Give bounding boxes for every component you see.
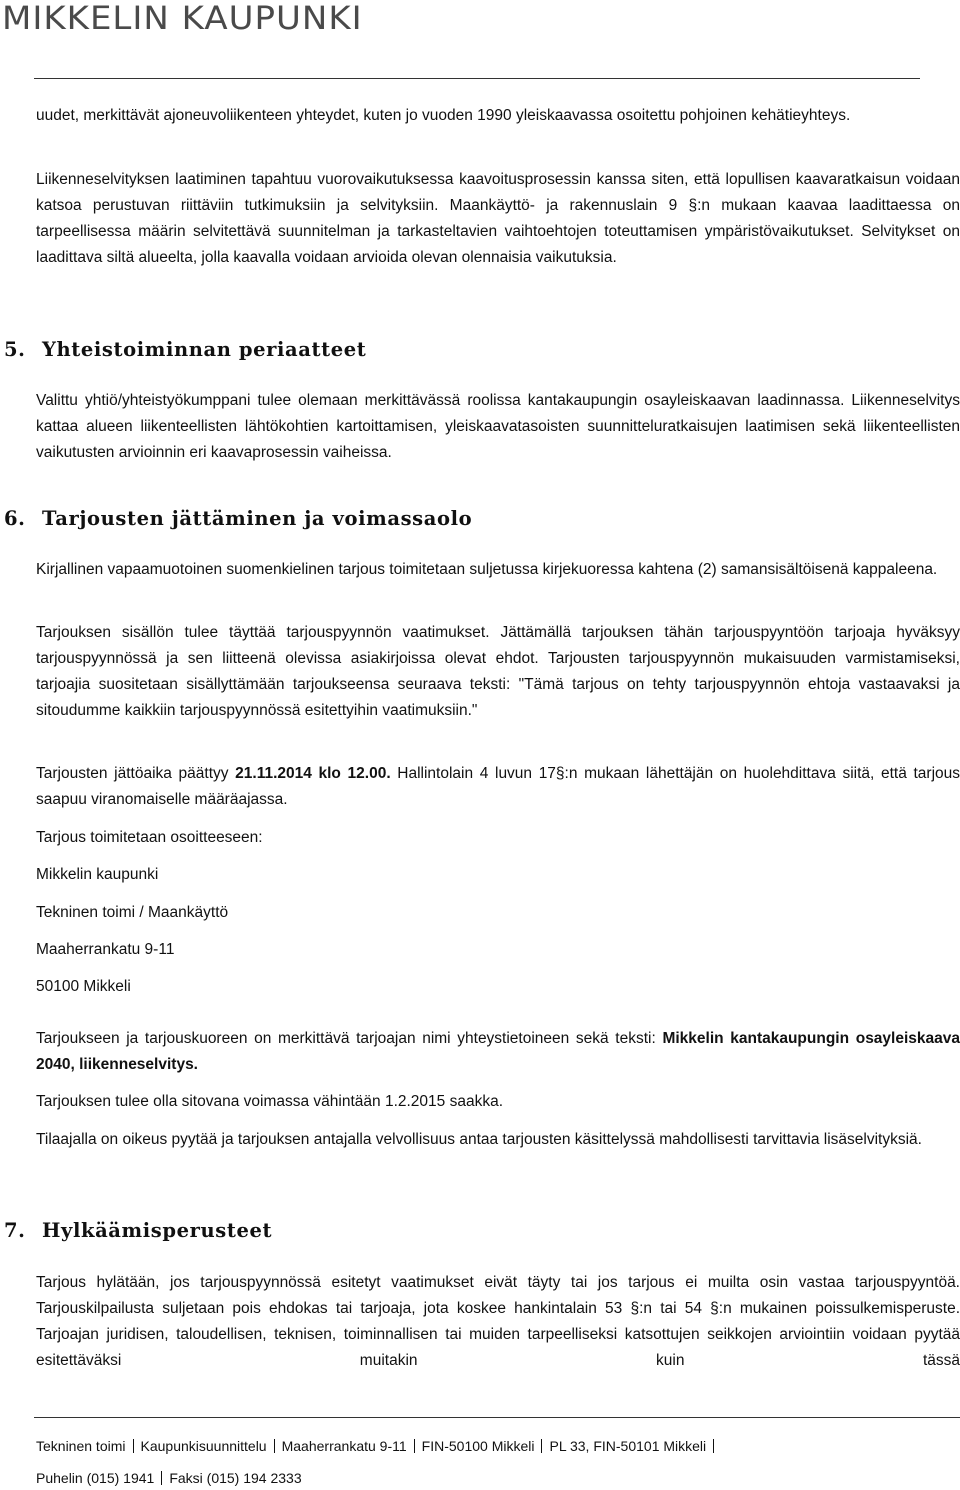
section-title: Hylkäämisperusteet xyxy=(42,1219,273,1242)
footer-street: Maaherrankatu 9-11 xyxy=(281,1438,407,1454)
paragraph-address-intro: Tarjous toimitetaan osoitteeseen: xyxy=(36,829,263,846)
address-line-3: Maaherrankatu 9-11 xyxy=(36,941,175,958)
footer-fax: Faksi (015) 194 2333 xyxy=(169,1470,302,1486)
paragraph-validity: Tarjouksen tulee olla sitovana voimassa vähintään 1.2.2015 saakka. xyxy=(36,1093,504,1110)
footer-line-2 xyxy=(36,1470,302,1486)
marking-required-text: Mikkelin kantakaupungin osayleiskaava 2040, liikenneselvitys. xyxy=(36,1030,960,1073)
footer-separator xyxy=(274,1439,275,1453)
section-6-heading xyxy=(4,507,472,530)
paragraph-additional-info: Tilaajalla on oikeus pyytää ja tarjouksen antajalla velvollisuus antaa tarjousten käsittelyssä mahdollisesti tarvittavia lisäselvityksiä. xyxy=(36,1131,922,1148)
paragraph-cooperation: Valittu yhtiö/yhteistyökumppani tulee olemaan merkittävässä roolissa kantakaupungin osayleiskaavan laadinnassa. Liikenneselvitys kattaa alueen liikenteellisten lähtökohtien kartoittamisen, yleiskaavatasoisten suunnitteluratkaisujen laatimisen sekä liikenteellisten vaikutusten arvioinnin eri kaavaprosessin vaiheissa. xyxy=(36,392,960,461)
address-line-4: 50100 Mikkeli xyxy=(36,978,131,995)
footer-separator xyxy=(541,1439,542,1453)
section-5-heading xyxy=(4,338,366,361)
footer-line-1 xyxy=(36,1438,721,1454)
section-number: 7. xyxy=(4,1219,26,1242)
section-7-heading xyxy=(4,1219,272,1242)
footer-divider xyxy=(34,1417,960,1418)
footer-phone: Puhelin (015) 1941 xyxy=(36,1470,155,1486)
footer-separator xyxy=(161,1471,162,1485)
footer-unit: Kaupunkisuunnittelu xyxy=(140,1438,267,1454)
paragraph-rejection: Tarjous hylätään, jos tarjouspyynnössä esitetyt vaatimukset eivät täyty tai jos tarjous ei muilta osin vastaa tarjouspyyntöä. Tarjouskilpailusta suljetaan pois ehdokas tai tarjoaja, jota koskee hankintalain 53 §:n tai 54 §:n mukainen poissulkemisperuste. Tarjoajan juridisen, taloudellisen, teknisen, toiminnallisen tai muiden tarpeelliseksi katsottujen seikkojen arviointiin voidaan pyytää esitettäväksi muitakin kuin tässä xyxy=(36,1274,960,1369)
section-number: 5. xyxy=(4,338,26,361)
footer-separator xyxy=(414,1439,415,1453)
section-number: 6. xyxy=(4,507,26,530)
paragraph-written-offer: Kirjallinen vapaamuotoinen suomenkielinen tarjous toimitetaan suljetussa kirjekuoressa kahtena (2) samansisältöisenä kappaleena. xyxy=(36,561,938,578)
address-line-1: Mikkelin kaupunki xyxy=(36,866,159,883)
mikkeli-logo: MIKKELIN KAUPUNKI xyxy=(2,0,363,38)
marking-text: Tarjoukseen ja tarjouskuoreen on merkittävä tarjoajan nimi yhteystietoineen sekä teksti: xyxy=(36,1030,663,1047)
paragraph-continuation: uudet, merkittävät ajoneuvoliikenteen yhteydet, kuten jo vuoden 1990 yleiskaavassa osoitettu pohjoinen kehätieyhteys. xyxy=(36,107,851,124)
deadline-date: 21.11.2014 klo 12.00. xyxy=(235,765,391,782)
footer-po-box: PL 33, FIN-50101 Mikkeli xyxy=(549,1438,707,1454)
paragraph-traffic-study: Liikenneselvityksen laatiminen tapahtuu vuorovaikutuksessa kaavoitusprosessin kanssa siten, että lopullisen kaavaratkaisun voidaan katsoa perustuvan riittäviin tutkimuksiin ja selvityksiin. Maankäyttö- ja rakennuslain 9 §:n mukaan kaavaa laadittaessa on tarpeellisessa määrin selvitettävä suunnitelman ja tarkasteltavien vaihtoehtojen toteuttamisen ympäristövaikutukset. Selvitykset on laadittava siltä alueelta, jolla kaavalla voidaan arvioida olevan olennaisia vaikutuksia. xyxy=(36,171,960,266)
footer-separator xyxy=(133,1439,134,1453)
paragraph-envelope-marking xyxy=(36,1026,960,1078)
deadline-text: Tarjousten jättöaika päättyy xyxy=(36,765,236,782)
paragraph-offer-content: Tarjouksen sisällön tulee täyttää tarjouspyynnön vaatimukset. Jättämällä tarjouksen tähän tarjouspyyntöön tarjoaja hyväksyy tarjouspyynnössä ja sen liitteenä olevissa asiakirjoissa olevat ehdot. Tarjousten tarjouspyynnön mukaisuuden varmistamiseksi, tarjoajia suositetaan sisällyttämään tarjoukseensa seuraava teksti: "Tämä tarjous on tehty tarjouspyynnön ehtoja vastaavaksi ja sitoudumme kaikkiin tarjouspyynnössä esitettyihin vaatimuksiin." xyxy=(36,624,960,719)
header-divider xyxy=(34,78,920,79)
address-line-2: Tekninen toimi / Maankäyttö xyxy=(36,904,229,921)
footer-separator xyxy=(713,1439,714,1453)
deadline-note: Hallintolain 4 luvun 17§:n mukaan lähettäjän on huolehdittava siitä, että tarjous saapuu viranomaiselle määräajassa. xyxy=(36,765,960,808)
section-title: Yhteistoiminnan periaatteet xyxy=(42,338,367,361)
section-title: Tarjousten jättäminen ja voimassaolo xyxy=(42,507,473,530)
paragraph-deadline xyxy=(36,761,960,813)
footer-department: Tekninen toimi xyxy=(36,1438,126,1454)
footer-postal: FIN-50100 Mikkeli xyxy=(421,1438,535,1454)
